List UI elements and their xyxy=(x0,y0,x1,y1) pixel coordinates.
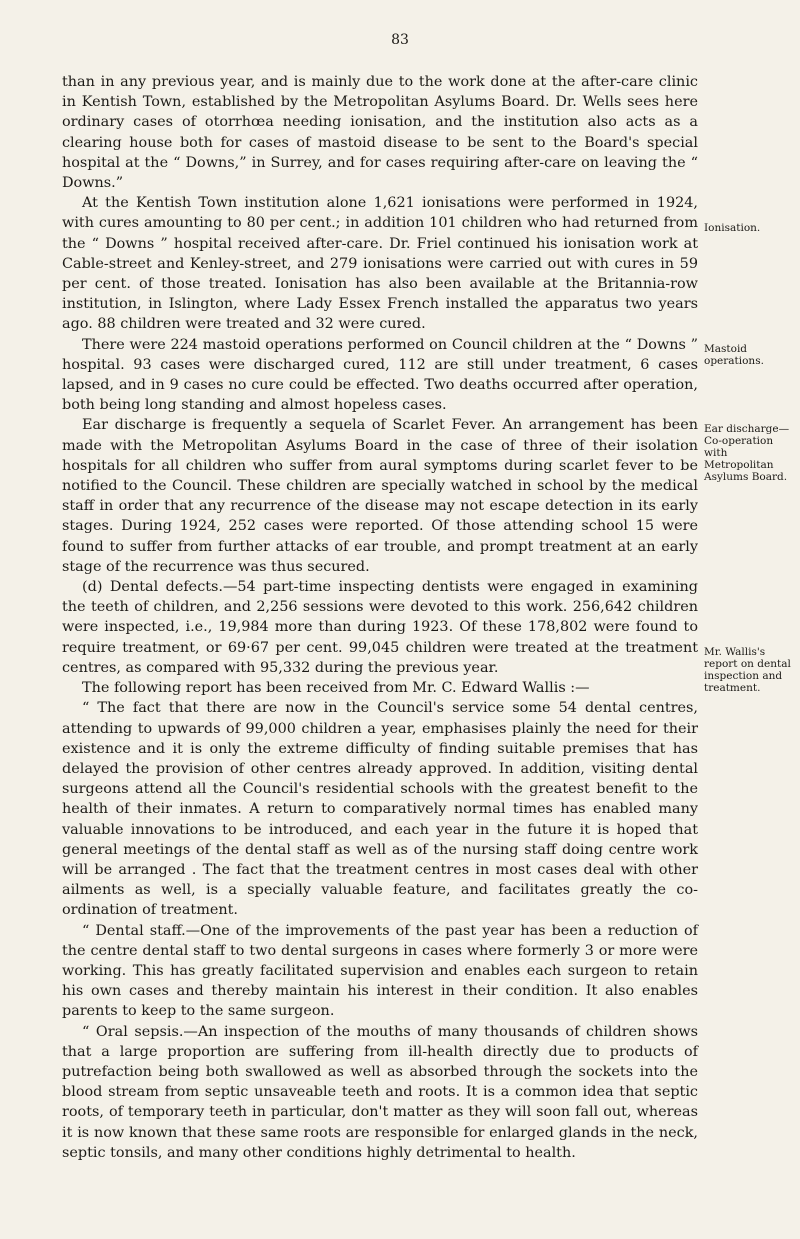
margin-note-mastoid: Mastoid operations. xyxy=(704,343,764,367)
body-text xyxy=(62,72,698,1163)
margin-note-ionisation: Ionisation. xyxy=(704,222,761,234)
paragraph-wallis-report: “ The fact that there are now in the Council's service some 54 dental centres, attending to upwards of 99,000 children a year, emphasises plainly the need for their existence and it is only the extreme difficulty of finding suitable premises that has delayed the provision of other centres already approved. In addition, visiting dental surgeons attend all the Council's residential schools with the greatest benefit to the health of their inmates. A return to comparatively normal times has enabled many valuable innovations to be introduced, and each year in the future it is hoped that general meetings of the dental staff as well as of the nursing staff doing centre work will be arranged . The fact that the treatment centres in most cases deal with other ailments as well, is a specially valuable feature, and facilitates greatly the co-ordination of treatment. xyxy=(62,700,698,919)
margin-note-ear-discharge: Ear discharge— Co-operation with Metropolitan Asylums Board. xyxy=(704,423,790,483)
margin-note-wallis-report: Mr. Wallis's report on dental inspection and treatment. xyxy=(704,646,791,694)
page-number: 83 xyxy=(391,32,409,48)
paragraph-ionisation: At the Kentish Town institution alone 1,621 ionisations were performed in 1924, with cures amounting to 80 per cent.; in addition 101 children who had returned from the “ Downs ” hospital received after-care. Dr. Friel continued his ionisation work at Cable-street and Kenley-street, and 279 ionisations were carried out with cures in 59 per cent. of those treated. Ionisation has also been available at the Britannia-row institution, in Islington, where Lady Essex French installed the apparatus two years ago. 88 children were treated and 32 were cured. xyxy=(62,195,698,333)
paragraph-ear-discharge: Ear discharge is frequently a sequela of Scarlet Fever. An arrangement has been made with the Metropolitan Asylums Board in the case of three of their isolation hospitals for all children who suffer from aural symptoms during scarlet fever to be notified to the Council. These children are specially watched in school by the medical staff in order that any recurrence of the disease may not escape detection in its early stages. During 1924, 252 cases were reported. Of those attending school 15 were found to suffer from further attacks of ear trouble, and prompt treatment at an early stage of the recurrence was thus secured. xyxy=(62,417,698,575)
paragraph-continuation: than in any previous year, and is mainly due to the work done at the after-care clinic in Kentish Town, established by the Metropolitan Asylums Board. Dr. Wells sees here ordinary cases of otorrhœa needing ionisation, and the institution also acts as a clearing house both for cases of mastoid disease to be sent to the Board's special hospital at the “ Downs,” in Surrey, and for cases requiring after-care on leaving the “ Downs.” xyxy=(62,74,698,192)
paragraph-wallis-intro: The following report has been received from Mr. C. Edward Wallis :— xyxy=(82,680,590,697)
paragraph-dental-defects: (d) Dental defects.—54 part-time inspecting dentists were engaged in examining the teeth of children, and 2,256 sessions were devoted to this work. 256,642 children were inspected, i.e., 19,984 more than during 1923. Of these 178,802 were found to require treatment, or 69·67 per cent. 99,045 children were treated at the treatment centres, as compared with 95,332 during the previous year. xyxy=(62,579,698,676)
paragraph-oral-sepsis: “ Oral sepsis.—An inspection of the mouths of many thousands of children shows that a large proportion are suffering from ill-health directly due to products of putrefaction being both swallowed as well as absorbed through the sockets into the blood stream from septic unsaveable teeth and roots. It is a common idea that septic roots, of temporary teeth in particular, don't matter as they will soon fall out, whereas it is now known that these same roots are responsible for enlarged glands in the neck, septic tonsils, and many other conditions highly detrimental to health. xyxy=(62,1023,698,1161)
paragraph-dental-staff: “ Dental staff.—One of the improvements of the past year has been a reduction of the centre dental staff to two dental surgeons in cases where formerly 3 or more were working. This has greatly facilitated supervision and enables each surgeon to retain his own cases and thereby maintain his interest in their condition. It also enables parents to keep to the same surgeon. xyxy=(62,922,698,1020)
paragraph-mastoid: There were 224 mastoid operations performed on Council children at the “ Downs ” hospital. 93 cases were discharged cured, 112 are still under treatment, 6 cases lapsed, and in 9 cases no cure could be effected. Two deaths occurred after operation, both being long standing and almost hopeless cases. xyxy=(62,336,698,414)
